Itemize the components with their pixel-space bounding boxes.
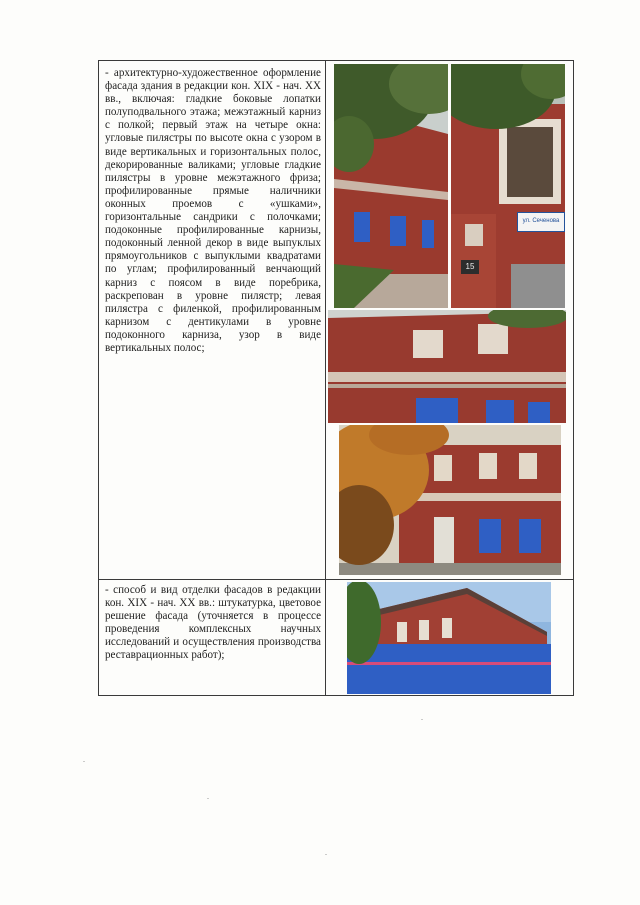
street-sign [517,212,565,232]
scan-speck [207,798,209,799]
photo-facade-full-view [347,582,551,694]
photo-facade-sign-closeup [451,64,565,308]
street-sign-label: ул. Сеченова [522,218,560,224]
facade-decoration-description: - архитектурно-художественное оформление фасада здания в редакции кон. XIX - нач. XX вв., включая: гладкие боковые лопатки полуподвального этажа; межэтажный карниз с полкой; первый этаж на четыре окна: угловые пилястры по высоте окна с узором в виде вертикальных и горизонтальных полос, декорированные валиками; угловые гладкие пилястры в уровне межэтажного фриза; профилированные прямые наличники оконных проемов с «ушками», горизонтальные сандрики с полочками; подоконные профилированные карнизы, подоконный ленной декор в виде выпуклых прямоугольников с выпуклыми квадратами по углам; профилированный венчающий карниз с поясом в виде поребрика, раскрепован в уровне пилястр; левая пилястра с филенкой, профилированным карнизом с дентикулами в уровне подоконного карниза, узор в виде вертикальных полос; [105,67,321,354]
row-divider [99,579,573,580]
facade-finish-description: - способ и вид отделки фасадов в редакции кон. XIX - нач. XX вв.: штукатурка, цветовое решение фасада (уточняется в процессе проведения комплексных научных исследований и осуществления производства реставрационных работ); [105,584,321,662]
scan-speck [83,761,85,762]
column-divider [325,61,326,695]
house-number: 15 [465,262,475,271]
photo-facade-autumn [339,425,561,575]
house-number-plate [461,260,479,274]
scan-speck [325,854,327,855]
photo-facade-cornice [328,310,566,423]
photo-facade-corner-trees [334,64,448,308]
document-table [98,60,574,696]
scan-speck [421,719,423,720]
